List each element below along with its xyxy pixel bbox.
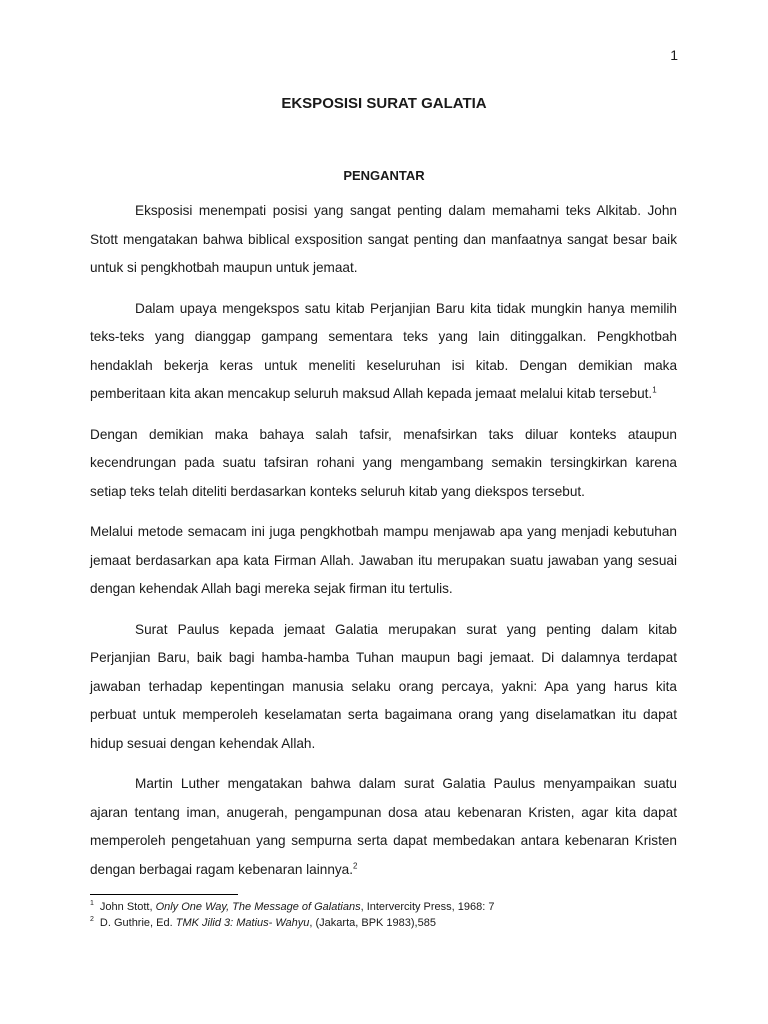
section-heading: PENGANTAR xyxy=(343,168,425,183)
footnote-2: $^2$ D. Guthrie, Ed. TMK Jilid 3: Matius- Wahyu, (Jakarta, BPK 1983),585 xyxy=(90,916,436,929)
footnote-ref-2[interactable]: 2 xyxy=(353,860,358,870)
body-text xyxy=(90,197,677,896)
page-number: 1 xyxy=(670,47,678,63)
footnote-separator xyxy=(90,894,238,895)
footnote-ref-1[interactable]: 1 xyxy=(652,385,657,395)
footnotes xyxy=(90,899,677,931)
paragraph-martin-luther: Martin Luther mengatakan bahwa dalam surat Galatia Paulus menyampaikan suatu ajaran tentang iman, anugerah, pengampunan dosa atau kebenaran Kristen, agar kita dapat memperoleh pengetahuan yang sempurna serta dapat membedakan antara kebenaran Kristen dengan berbagai ragam kebenaran lainnya.$^2$ xyxy=(90,776,677,877)
document-title: EKSPOSISI SURAT GALATIA xyxy=(281,95,487,112)
paragraph-galatians-importance: Surat Paulus kepada jemaat Galatia merupakan surat yang penting dalam kitab Perjanjian Baru, baik bagi hamba-hamba Tuhan maupun bagi jemaat. Di dalamnya terdapat jawaban terhadap kepentingan manusia selaku orang percaya, yakni: Apa yang harus kita perbuat untuk memperoleh keselamatan serta bagaimana orang yang diselamatkan itu dapat hidup sesuai dengan kehendak Allah. xyxy=(90,621,677,751)
paragraph-misinterpretation: Dengan demikian maka bahaya salah tafsir, menafsirkan taks diluar konteks ataupun kecendrungan pada suatu tafsiran rohani yang mengambang semakin tersingkirkan karena setiap teks telah diteliti berdasarkan konteks seluruh kitab yang diekspos tersebut. xyxy=(90,426,677,499)
paragraph-intro: Eksposisi menempati posisi yang sangat penting dalam memahami teks Alkitab. John Stott mengatakan bahwa biblical exsposition sangat penting dan manfaatnya sangat besar baik untuk si pengkhotbah maupun untuk jemaat. xyxy=(90,203,677,275)
footnote-1: $^1$ John Stott, Only One Way, The Message of Galatians, Intervercity Press, 1968: 7 xyxy=(90,900,495,913)
paragraph-expose-whole-book: Dalam upaya mengekspos satu kitab Perjanjian Baru kita tidak mungkin hanya memilih teks-teks yang dianggap gampang sementara teks yang lain ditinggalkan. Pengkhotbah hendaklah bekerja keras untuk meneliti keseluruhan isi kitab. Dengan demikian maka pemberitaan kita akan mencakup seluruh maksud Allah kepada jemaat melalui kitab tersebut.$^1$ xyxy=(90,300,677,401)
paragraph-method: Melalui metode semacam ini juga pengkhotbah mampu menjawab apa yang menjadi kebutuhan jemaat berdasarkan apa kata Firman Allah. Jawaban itu merupakan suatu jawaban yang sesuai dengan kehendak Allah bagi mereka sejak firman itu tertulis. xyxy=(90,524,677,596)
